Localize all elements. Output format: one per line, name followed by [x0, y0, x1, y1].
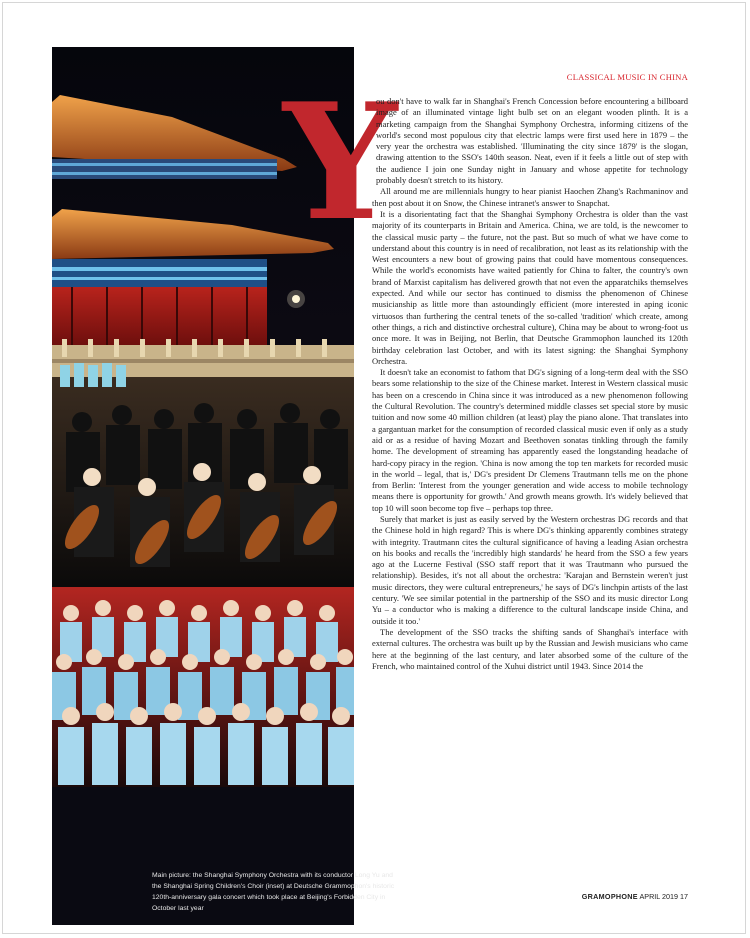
section-label: CLASSICAL MUSIC IN CHINA: [566, 72, 688, 82]
article-body: [372, 96, 688, 672]
page-number: 17: [680, 892, 688, 901]
article-paragraph: ou don't have to walk far in Shanghai's French Concession before encountering a billboard image of an illuminated vintage light bulb set on an elegant wooden plinth. It is a marketing campaign from the Shanghai Symphony Orchestra, informing citizens of the world's second most populous city that electric lamps were first used here in 1879 – the very year the orchestra was established. 'Illuminating the city since 1879' is the slogan, drawing attention to the SSO's 140th season. Neat, even if it feels a little out of step with the audience I join one Sunday night in January and whose appetite for technology probably doesn't stretch to its history.: [376, 96, 688, 186]
magazine-brand: GRAMOPHONE: [581, 892, 638, 901]
article-paragraph: Surely that market is just as easily served by the Western orchestras DG records and that the Chinese hold in high regard? This is where DG's thinking apparently combines strategy with integrity. Trautmann cites the cultural significance of having a leading Asian orchestra on his books and recalls the 'incredibly high standards' he heard from the SSO a few years ago at the Lucerne Festival (SSO staff report that it was Trautmann who pursued the relationship). Besides, it's not all about the orchestra: 'Karajan and Bernstein weren't just music directors, they were cultural entrepreneurs,' he says of DG's linchpin artists of the last century. 'We see similar potential in the partnership of the SSO and its music director Long Yu – a conductor who is making a difference to the cultural landscape inside China, and outside it too.': [372, 513, 688, 626]
photo-caption: Main picture: the Shanghai Symphony Orchestra with its conductor Long Yu and the Shanghai Spring Children's Choir (inset) at Deutsche Grammophon's historic 120th-anniversary gala concert which took place at Beijing's Forbidden City in October last year: [152, 872, 395, 912]
drop-cap: Y: [283, 68, 398, 256]
article-paragraph: The development of the SSO tracks the shifting sands of Shanghai's interface with external cultures. The orchestra was built up by the Russian and Jewish musicians who came here at the beginning of the last century, and later absorbed some of the culture of the French, who maintained control of the Xuhui district until 1943. Since 2014 the: [372, 626, 688, 671]
issue-date: APRIL 2019: [639, 892, 678, 901]
article-paragraph: All around me are millennials hungry to hear pianist Haochen Zhang's Rachmaninov and then post about it on Snow, the Chinese intranet's answer to Snapchat.: [372, 186, 688, 208]
article-paragraph: It is a disorientating fact that the Shanghai Symphony Orchestra is older than the vast majority of its counterparts in Britain and America. China, we are told, is the newcomer to the classical music party – the future, not the past. But so much of what we have come to understand about this country is in need of recalibration, not least as its relationship with the West encounters a new bout of growing pains that could have momentous consequences. While the world's economists have waited patiently for China to falter, the country's own brand of Marxist capitalism has delivered growth that not even the apparatchiks themselves expected. And while our sector has continued to dismiss the phenomenon of Chinese musicianship as little more than astoundingly efficient (more interested in aping iconic virtuosos than furthering the central tenets of the so-called 'tradition' which create, among other things, a rich and distinctive orchestral culture), China may be about to wrong-foot us once more. It was in Beijing, not Berlin, that Deutsche Grammophon launched its 120th birthday celebration last October, and with its latest signing: the Shanghai Symphony Orchestra.: [372, 208, 688, 366]
article-paragraph: It doesn't take an economist to fathom that DG's signing of a long-term deal with the SSO bears some relationship to the size of the Chinese market. Interest in Western classical music has been on a crescendo in China since it was introduced as a new phenomenon following the Cultural Revolution. The country's determined middle classes set special store by music tuition and now some 40 million children (at least) play the piano alone. That translates into a gargantuan market for the consumption of recorded classical music even if only as a study aid or as a residue of having Mozart and Beethoven sonatas tinkling through the family home. The development of streaming has apparently eased the longstanding headache of hard-copy piracy in the region. 'China is now among the top ten markets for recorded music in the world – legal, that is,' DG's president Dr Clemens Trautmann tells me on the phone from Berlin: 'Interest from the younger generation and wide access to mobile technology means there is opportunity for growth.' And growth means growth. It's widely believed that top 10 will soon become top five – perhaps top three.: [372, 367, 688, 513]
page-footer: [582, 892, 688, 901]
